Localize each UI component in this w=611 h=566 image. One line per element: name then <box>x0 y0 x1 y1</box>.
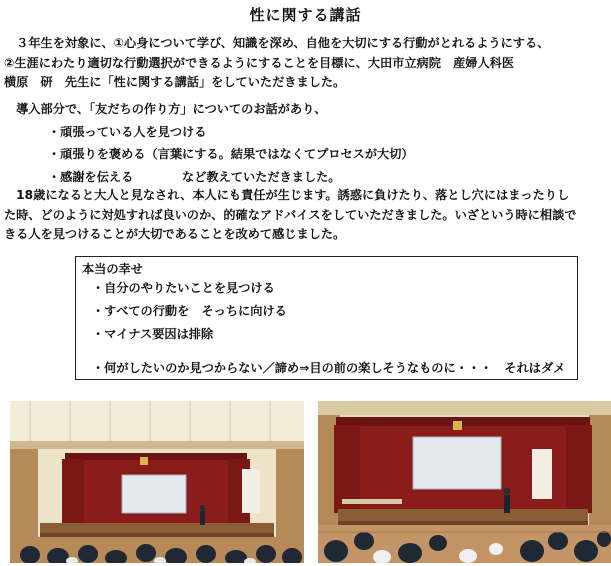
advice-line: た時、どのように対処すれば良いのか、的確なアドバイスをしていただきました。いざという時に相談で <box>4 207 577 222</box>
stage-closeup-illustration <box>318 401 611 563</box>
true-happiness-box <box>75 256 578 380</box>
friends-bullet: ・感謝を伝える など教えていただきました。 <box>48 169 341 184</box>
advice-paragraph <box>4 186 607 245</box>
intro-line: ②生涯にわたり適切な行動選択ができるようにすることを目標に、大田市立病院 産婦人科医 <box>4 55 515 70</box>
gym-stage-illustration <box>10 401 304 563</box>
page-title: 性に関する講話 <box>249 6 362 24</box>
box-item: ・マイナス要因は排除 <box>92 327 214 341</box>
advice-line: 18歳になると大人と見なされ、本人にも責任が生じます。誘惑に負けたり、落とし穴にはまったりし <box>4 188 570 202</box>
friends-bullet: ・頑張っている人を見つける <box>48 124 207 139</box>
lecture-photo-right <box>318 401 611 563</box>
lecture-photo-left <box>10 401 304 563</box>
friends-paragraph <box>4 100 607 187</box>
friends-lead: 導入部分で、「友だちの作り方」についてのお話があり、 <box>4 102 327 116</box>
intro-line: 横原 研 先生に「性に関する講話」をしていただきました。 <box>4 75 346 89</box>
box-item: ・自分のやりたいことを見つける <box>92 281 275 295</box>
intro-line: ３年生を対象に、①心身について学び、知識を深め、自他を大切にする行動がとれるようにする、 <box>4 36 550 50</box>
box-item: ・すべての行動を そっちに向ける <box>92 304 287 318</box>
intro-paragraph <box>4 34 607 93</box>
box-item: ・何がしたいのか見つからない／諦め⇒目の前の楽しそうなものに・・・ それはダメ <box>92 361 566 375</box>
box-heading: 本当の幸せ <box>82 262 143 276</box>
advice-line: きる人を見つけることが大切であることを改めて感じました。 <box>4 227 346 241</box>
friends-bullet: ・頑張りを褒める（言葉にする。結果ではなくてプロセスが大切） <box>48 147 414 161</box>
